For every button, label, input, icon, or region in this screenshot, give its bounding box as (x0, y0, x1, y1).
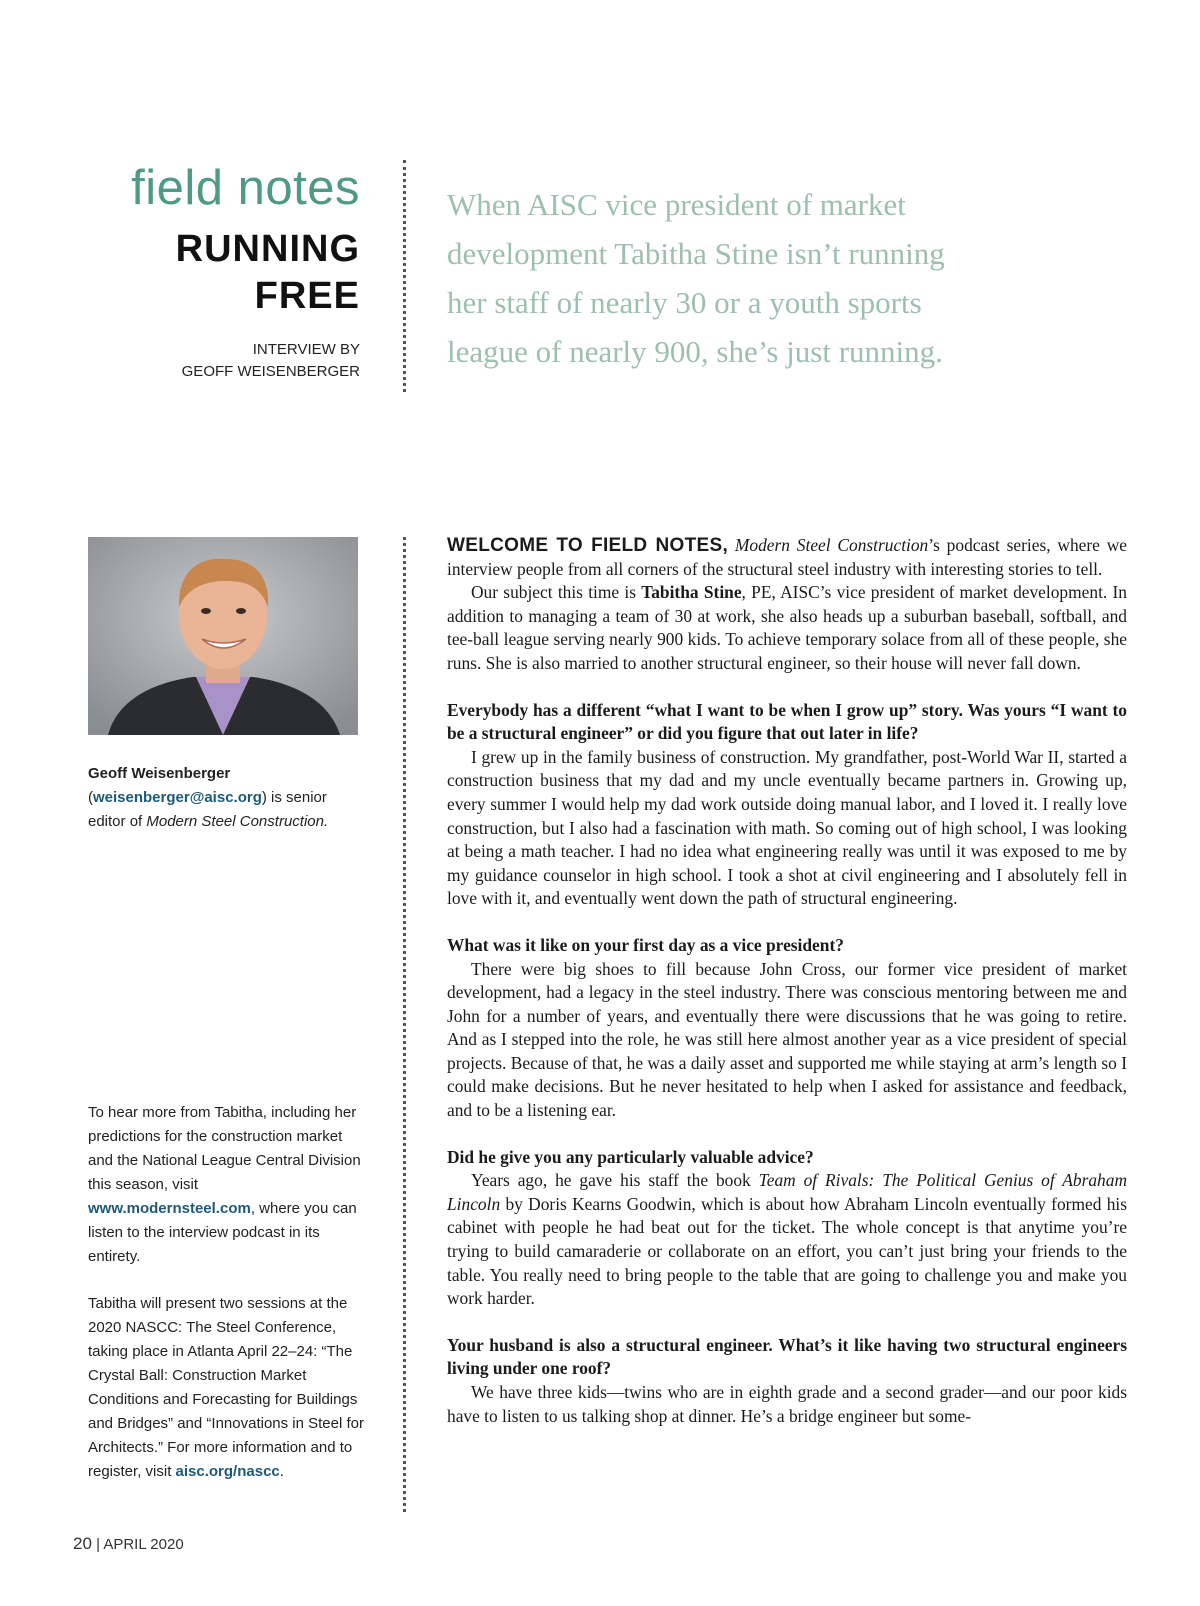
answer-1: I grew up in the family business of construction. My grandfather, post-World War II, started a construction business that my dad and my uncle eventually became partners in. Growing up, every summer I would help my dad work outside doing manual labor, and I loved it. I really love construction, but I also had a fascination with math. So coming out of high school, I was looking at being a math teacher. I had no idea what engineering really was until it was exposed to me by my guidance counselor in high school. I took a shot at civil engineering and I absolutely fell in love with it, and eventually went down the path of structural engineering. (447, 746, 1127, 909)
issue-date: APRIL 2020 (103, 1536, 184, 1553)
subject-name: Tabitha Stine (641, 582, 742, 603)
article-body (447, 534, 1127, 1428)
conference-note-text: Tabitha will present two sessions at the 2020 NASCC: The Steel Conference, taking place in Atlanta April 22–24: “The Crystal Ball: Construction Market Conditions and Forecasting for Buildings and Bridges” and “Innovations in Steel for Architects.” For more information and to register, visit (88, 1295, 364, 1480)
podcast-note-text-end: , where you can listen to the interview podcast in its entirety. (88, 1200, 357, 1265)
lead-publication: Modern Steel Construction (734, 535, 929, 555)
section-label: field notes (131, 161, 360, 215)
bio-name: Geoff Weisenberger (88, 765, 231, 782)
conference-note-end: . (279, 1463, 284, 1480)
modernsteel-link[interactable]: www.modernsteel.com (88, 1200, 251, 1217)
question-1: Everybody has a different “what I want to be when I grow up” story. Was yours “I want to be a structural engineer” or did you figure that out later in life? (447, 699, 1127, 744)
question-2: What was it like on your first day as a vice president? (447, 934, 844, 955)
author-bio (88, 762, 368, 834)
author-photo (88, 537, 358, 735)
answer-3 (447, 1169, 1127, 1311)
bio-open: ( (88, 789, 93, 806)
bio-email-link[interactable]: weisenberger@aisc.org (93, 789, 262, 806)
podcast-note-text: To hear more from Tabitha, including her predictions for the construction market and the National League Central Division this season, visit (88, 1104, 361, 1193)
answer-3-text: Years ago, he gave his staff the book (471, 1170, 759, 1191)
podcast-note (88, 1101, 368, 1269)
dotted-divider-top (403, 160, 406, 392)
dotted-divider-bottom (403, 537, 406, 1512)
lead-in: WELCOME TO FIELD NOTES, (447, 535, 729, 556)
subject-paragraph (447, 581, 1127, 675)
conference-note (88, 1292, 368, 1484)
byline: INTERVIEW BY GEOFF WEISENBERGER (181, 340, 360, 381)
intro-paragraph (447, 534, 1127, 581)
nascc-link[interactable]: aisc.org/nascc (175, 1463, 280, 1480)
answer-2: There were big shoes to fill because John Cross, our former vice president of market development, had a legacy in the steel industry. There was conscious mentoring between me and John for a number of years, and eventually there were discussions that he was going to retire. And as I stepped into the role, he was still here almost another year as a vice president of special projects. Because of that, he was a daily asset and supported me while staying at arm’s length so I could make decisions. But he never hesitated to help when I asked for assistance and feedback, and to be a listening ear. (447, 958, 1127, 1121)
answer-3-text-end: by Doris Kearns Goodwin, which is about how Abraham Lincoln eventually formed his cabinet with people he had beat out for the ticket. The whole concept is that anytime you’re trying to build camaraderie or collaborate on an effort, you can’t just bring your friends to the table. You really need to bring people to the table that are going to challenge you and make you work harder. (447, 1193, 1127, 1309)
lead-text: ’s podcast series, where we interview people from all corners of the structural steel industry with interesting stories to tell. (447, 535, 1127, 579)
answer-4: We have three kids—twins who are in eighth grade and a second grader—and our poor kids have to listen to us talking shop at dinner. He’s a bridge engineer but some- (447, 1382, 1127, 1426)
bio-role: ) is senior editor of (88, 789, 327, 830)
subject-text: Our subject this time is (471, 582, 642, 603)
bio-publication: Modern Steel Construction. (146, 813, 329, 830)
pull-quote: When AISC vice president of market development Tabitha Stine isn’t running her staff of nearly 30 or a youth sports league of nearly 900, she’s just running. (447, 187, 945, 369)
question-4: Your husband is also a structural engineer. What’s it like having two structural engineers living under one roof? (447, 1334, 1127, 1379)
author-portrait-image (88, 537, 358, 735)
book-title: Team of Rivals: The Political Genius of Abraham Lincoln (447, 1170, 1127, 1214)
article-title: RUNNING FREE (175, 227, 360, 318)
page-footer (73, 1534, 184, 1554)
page-number: 20 (73, 1534, 92, 1553)
subject-text-end: , PE, AISC’s vice president of market development. In addition to managing a team of 30 at work, she also heads up a suburban baseball, softball, and tee-ball league serving nearly 900 kids. To achieve temporary solace from all of these people, she runs. She is also married to another structural engineer, so their house will never fall down. (447, 582, 1127, 673)
header-block (60, 162, 360, 384)
question-3: Did he give you any particularly valuable advice? (447, 1146, 814, 1167)
footer-separator: | (91, 1536, 104, 1553)
